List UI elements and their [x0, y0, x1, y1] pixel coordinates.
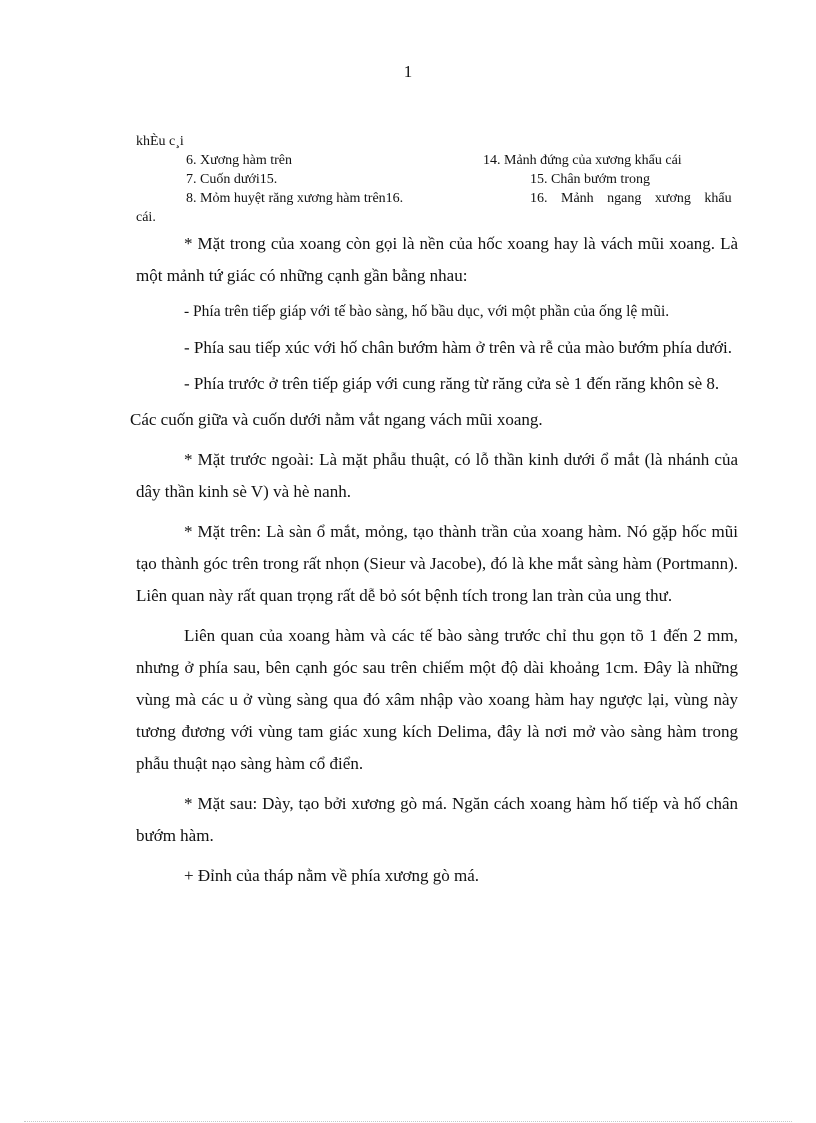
paragraph: - Phía trước ở trên tiếp giáp với cung răng từ răng cửa sè 1 đến răng khôn sè 8. [184, 374, 720, 393]
paragraph: + Đỉnh của tháp nằm về phía xương gò má. [184, 866, 480, 885]
paragraph: - Phía trên tiếp giáp với tế bào sàng, hố bầu dục, với một phần của ống lệ mũi. [184, 303, 670, 320]
page-bottom-divider [24, 1121, 792, 1122]
paragraph: * Mặt trước ngoài: Là mặt phẫu thuật, có lỗ thần kinh dưới ổ mắt (là nhánh của dây thần kinh sè V) và hè nanh. [136, 450, 738, 501]
legend-last-line: cái. [136, 210, 156, 225]
legend-item-right: 14. Mảnh đứng của xương khẩu cái [483, 153, 682, 168]
legend-row [136, 151, 738, 170]
paragraph: * Mặt sau: Dày, tạo bởi xương gò má. Ngăn cách xoang hàm hố tiếp và hố chân bướm hàm. [136, 794, 738, 845]
legend-item-left: 7. Cuốn dưới15. [186, 172, 278, 187]
legend-item-left: 8. Mỏm huyệt răng xương hàm trên16. [186, 191, 404, 206]
document-body [130, 228, 738, 896]
paragraph: Liên quan của xoang hàm và các tế bào sàng trước chỉ thu gọn tõ 1 đến 2 mm, nhưng ở phía sau, bên cạnh góc sau trên chiếm một độ dài khoảng 1cm. Đây là những vùng mà các u ở vùng sàng qua đó xâm nhập vào xoang hàm hay ngược lại, vùng này tương đương với vùng tam giác xung kích Delima, đây là nơi mở vào sàng hàm trong phẫu thuật nạo sàng hàm cổ điển. [136, 626, 738, 773]
paragraph: - Phía sau tiếp xúc với hố chân bướm hàm ở trên và rễ của mào bướm phía dưới. [184, 338, 732, 357]
paragraph: * Mặt trong của xoang còn gọi là nền của hốc xoang hay là vách mũi xoang. Là một mảnh tứ giác có những cạnh gần bằng nhau: [136, 234, 738, 285]
legend-row [136, 170, 738, 189]
paragraph: * Mặt trên: Là sàn ổ mắt, mỏng, tạo thành trần của xoang hàm. Nó gặp hốc mũi tạo thành góc trên trong rất nhọn (Sieur và Jacobe), đó là khe mắt sàng hàm (Portmann). Liên quan này rất quan trọng rất dễ bỏ sót bệnh tích trong lan tràn của ung thư. [136, 522, 738, 605]
paragraph: Các cuốn giữa và cuốn dưới nằm vắt ngang vách mũi xoang. [130, 410, 543, 429]
legend-item-right: 16. Mảnh ngang xương khẩu [530, 191, 732, 206]
page-number: 1 [403, 62, 413, 81]
figure-legend [136, 132, 738, 227]
legend-item-right: 15. Chân bướm trong [530, 172, 650, 187]
legend-first-line: khÈu c¸i [136, 134, 184, 149]
legend-row [136, 189, 738, 208]
legend-item-left: 6. Xương hàm trên [186, 153, 292, 168]
